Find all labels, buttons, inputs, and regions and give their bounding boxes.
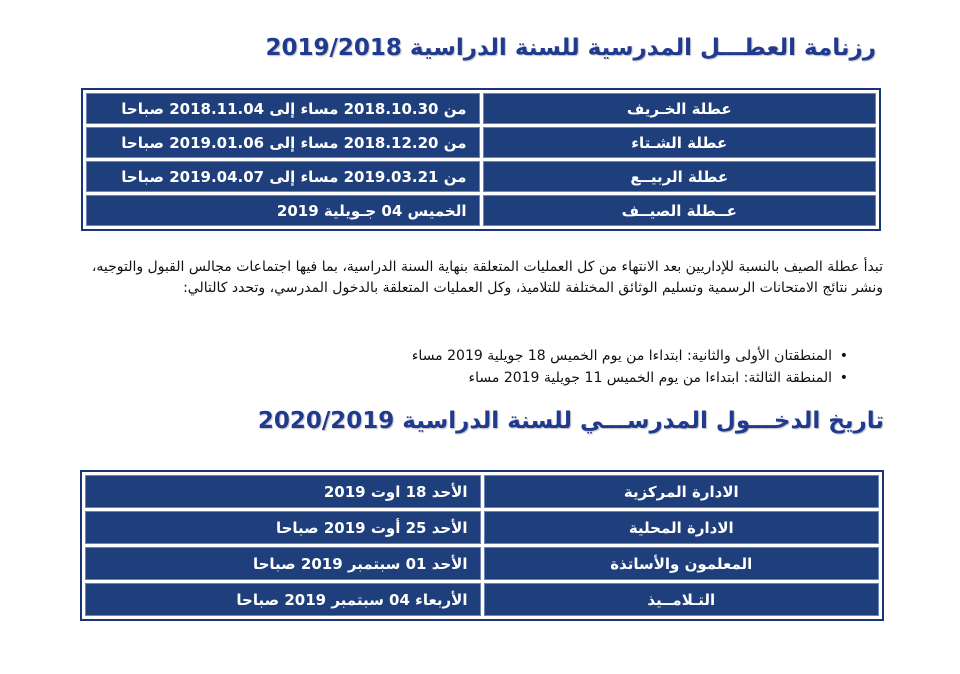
school-start-table [80,470,884,621]
start-date: الأحد 01 سبتمبر 2019 صباحا [85,547,481,580]
staff-group: الادارة المحلية [484,511,880,544]
holiday-dates: من 2019.03.21 مساء إلى 2019.04.07 صباحا [86,161,480,192]
holiday-dates: الخميس 04 جـويلية 2019 [86,195,480,226]
list-item: • المنطقة الثالثة: ابتداءا من يوم الخميس 11 جويلية 2019 مساء [412,367,848,389]
summer-holiday-note: تبدأ عطلة الصيف بالنسبة للإداريين بعد الانتهاء من كل العمليات المتعلقة بنهاية السنة الدراسية، بما فيها اجتماعات مجالس القبول والتوجيه، ونشر نتائج الامتحانات الرسمية وتسليم الوثائق المختلفة للتلاميذ، وكل العمليات المتعلقة بالدخول المدرسي، وتحدد كالتالي: [91,259,883,296]
list-item: • المنطقتان الأولى والثانية: ابتداءا من يوم الخميس 18 جويلية 2019 مساء [412,345,848,367]
staff-group: الادارة المركزية [484,475,880,508]
zone-dates-list [412,345,848,389]
staff-group: المعلمون والأساتذة [484,547,880,580]
table-row [85,475,879,508]
table-row [86,161,876,192]
start-date: الأحد 18 اوت 2019 [85,475,481,508]
holiday-calendar-title: رزنامة العطـــل المدرسية للسنة الدراسية 2019/2018 [265,35,876,61]
holidays-table [81,88,881,231]
holiday-name: عطلة الخـريف [483,93,877,124]
table-row [86,93,876,124]
school-start-title: تاريخ الدخـــول المدرســـي للسنة الدراسية 2020/2019 [257,408,884,434]
table-row [86,127,876,158]
holiday-dates: من 2018.10.30 مساء إلى 2018.11.04 صباحا [86,93,480,124]
holiday-name: عــطلة الصيــف [483,195,877,226]
staff-group: التـلامــيذ [484,583,880,616]
holiday-name: عطلة الربيــع [483,161,877,192]
holiday-name: عطلة الشـتاء [483,127,877,158]
start-date: الأربعاء 04 سبتمبر 2019 صباحا [85,583,481,616]
table-row [86,195,876,226]
table-row [85,583,879,616]
table-row [85,547,879,580]
start-date: الأحد 25 أوت 2019 صباحا [85,511,481,544]
holiday-dates: من 2018.12.20 مساء إلى 2019.01.06 صباحا [86,127,480,158]
table-row [85,511,879,544]
